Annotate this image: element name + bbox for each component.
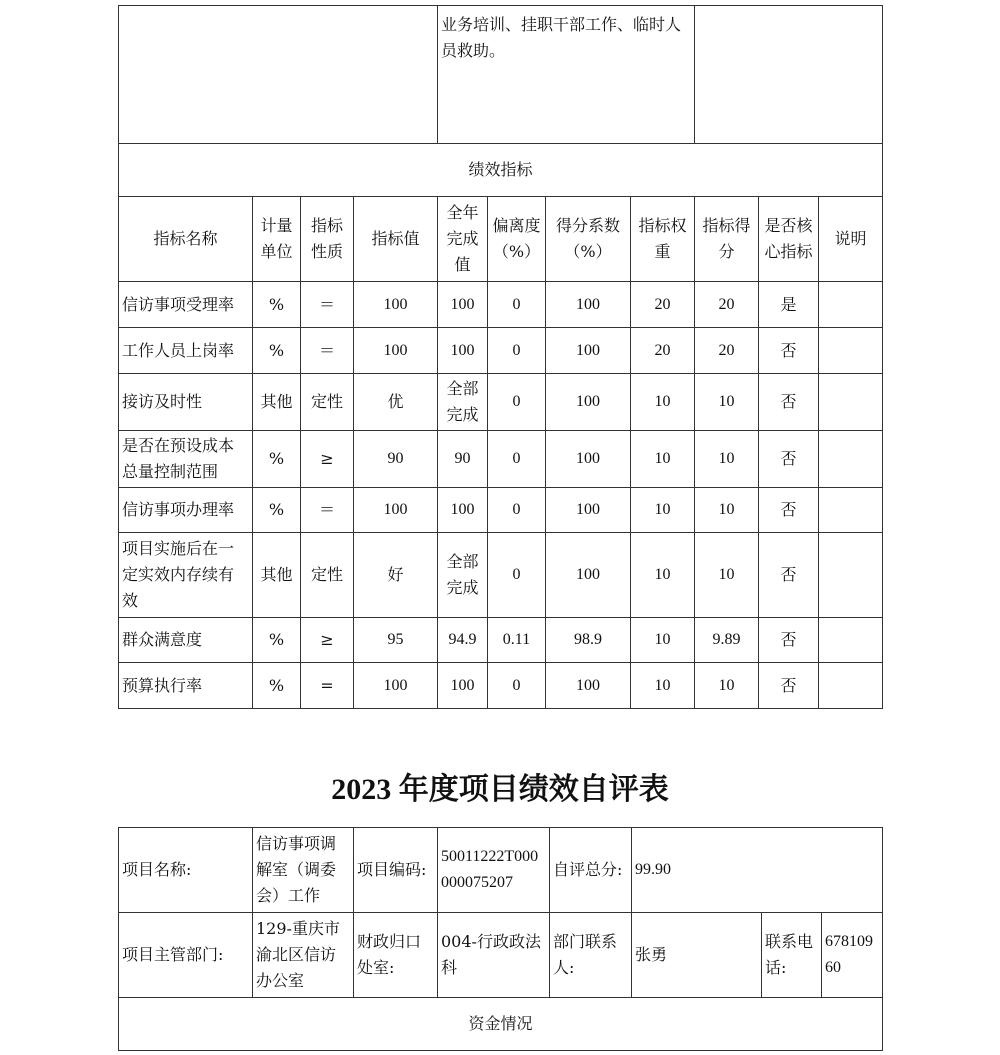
deviation-cell: 0 xyxy=(488,488,546,533)
weight-cell: 10 xyxy=(631,431,695,488)
nature-cell: ≥ xyxy=(301,618,354,663)
nature-cell: 定性 xyxy=(301,533,354,618)
target-cell: 100 xyxy=(354,328,438,374)
weight-cell: 10 xyxy=(631,618,695,663)
actual-cell: 全部完成 xyxy=(438,374,488,431)
coefficient-cell: 100 xyxy=(546,533,631,618)
project-code-label: 项目编码: xyxy=(354,828,438,913)
project-row-2 xyxy=(119,913,883,998)
nature-cell: = xyxy=(301,663,354,709)
core-flag-cell: 否 xyxy=(759,488,819,533)
coefficient-cell: 100 xyxy=(546,431,631,488)
actual-cell: 100 xyxy=(438,663,488,709)
header-cell: 指标名称 xyxy=(119,197,253,282)
deviation-cell: 0 xyxy=(488,533,546,618)
coefficient-cell: 98.9 xyxy=(546,618,631,663)
contact-label: 部门联系人: xyxy=(550,913,632,998)
nature-cell: ＝ xyxy=(301,282,354,328)
core-flag-cell: 否 xyxy=(759,663,819,709)
header-cell: 指标值 xyxy=(354,197,438,282)
unit-cell: % xyxy=(253,282,301,328)
nature-cell: 定性 xyxy=(301,374,354,431)
table-row xyxy=(119,488,883,533)
target-cell: 100 xyxy=(354,282,438,328)
table-row xyxy=(119,618,883,663)
weight-cell: 10 xyxy=(631,533,695,618)
header-cell: 全年完成值 xyxy=(438,197,488,282)
continuation-empty-cell xyxy=(119,6,438,144)
nature-cell: ＝ xyxy=(301,328,354,374)
actual-cell: 94.9 xyxy=(438,618,488,663)
perf-section-title: 绩效指标 xyxy=(119,144,883,197)
nature-cell: ≥ xyxy=(301,431,354,488)
score-label: 自评总分: xyxy=(550,828,632,913)
coefficient-cell: 100 xyxy=(546,663,631,709)
note-cell xyxy=(819,618,883,663)
coefficient-cell: 100 xyxy=(546,328,631,374)
core-flag-cell: 否 xyxy=(759,328,819,374)
header-cell: 指标得分 xyxy=(695,197,759,282)
unit-cell: % xyxy=(253,488,301,533)
note-cell xyxy=(819,431,883,488)
core-flag-cell: 是 xyxy=(759,282,819,328)
table-row xyxy=(119,282,883,328)
unit-cell: % xyxy=(253,431,301,488)
target-cell: 100 xyxy=(354,488,438,533)
actual-cell: 90 xyxy=(438,431,488,488)
deviation-cell: 0 xyxy=(488,663,546,709)
actual-cell: 100 xyxy=(438,488,488,533)
score-cell: 10 xyxy=(695,374,759,431)
phone-value: 67810960 xyxy=(822,913,883,998)
table-row xyxy=(119,663,883,709)
header-cell: 指标权重 xyxy=(631,197,695,282)
header-cell: 得分系数（%） xyxy=(546,197,631,282)
core-flag-cell: 否 xyxy=(759,431,819,488)
score-cell: 10 xyxy=(695,431,759,488)
deviation-cell: 0 xyxy=(488,374,546,431)
indicator-name: 工作人员上岗率 xyxy=(119,328,253,374)
project-code-value: 50011222T000000075207 xyxy=(438,828,550,913)
table-row xyxy=(119,374,883,431)
score-cell: 20 xyxy=(695,282,759,328)
deviation-cell: 0 xyxy=(488,282,546,328)
weight-cell: 20 xyxy=(631,328,695,374)
target-cell: 90 xyxy=(354,431,438,488)
score-value: 99.90 xyxy=(632,828,883,913)
indicator-name: 项目实施后在一定实效内存续有效 xyxy=(119,533,253,618)
target-cell: 100 xyxy=(354,663,438,709)
indicator-name: 信访事项办理率 xyxy=(119,488,253,533)
actual-cell: 100 xyxy=(438,282,488,328)
note-cell xyxy=(819,374,883,431)
weight-cell: 10 xyxy=(631,488,695,533)
finance-value: 004-行政政法科 xyxy=(438,913,550,998)
indicator-name: 是否在预设成本总量控制范围 xyxy=(119,431,253,488)
indicator-name: 群众满意度 xyxy=(119,618,253,663)
note-cell xyxy=(819,328,883,374)
core-flag-cell: 否 xyxy=(759,533,819,618)
target-cell: 优 xyxy=(354,374,438,431)
header-cell: 偏离度（%） xyxy=(488,197,546,282)
project-name-value: 信访事项调解室（调委会）工作 xyxy=(253,828,354,913)
score-cell: 10 xyxy=(695,488,759,533)
header-cell: 计量单位 xyxy=(253,197,301,282)
deviation-cell: 0.11 xyxy=(488,618,546,663)
weight-cell: 10 xyxy=(631,663,695,709)
coefficient-cell: 100 xyxy=(546,282,631,328)
actual-cell: 全部完成 xyxy=(438,533,488,618)
unit-cell: % xyxy=(253,328,301,374)
header-cell: 是否核心指标 xyxy=(759,197,819,282)
unit-cell: 其他 xyxy=(253,374,301,431)
continuation-row xyxy=(119,6,883,144)
weight-cell: 20 xyxy=(631,282,695,328)
table-row xyxy=(119,431,883,488)
nature-cell: ＝ xyxy=(301,488,354,533)
continuation-text: 业务培训、挂职干部工作、临时人员救助。 xyxy=(441,15,682,60)
dept-label: 项目主管部门: xyxy=(119,913,253,998)
funds-section-title: 资金情况 xyxy=(119,998,883,1051)
deviation-cell: 0 xyxy=(488,328,546,374)
indicator-name: 预算执行率 xyxy=(119,663,253,709)
note-cell xyxy=(819,663,883,709)
project-row-1 xyxy=(119,828,883,913)
table-row xyxy=(119,328,883,374)
score-cell: 9.89 xyxy=(695,618,759,663)
note-cell xyxy=(819,282,883,328)
contact-value: 张勇 xyxy=(632,913,762,998)
finance-label: 财政归口处室: xyxy=(354,913,438,998)
project-info-table xyxy=(118,827,883,1051)
weight-cell: 10 xyxy=(631,374,695,431)
continuation-text-cell xyxy=(438,6,695,144)
unit-cell: % xyxy=(253,618,301,663)
table-row xyxy=(119,533,883,618)
score-cell: 10 xyxy=(695,663,759,709)
dept-value: 129-重庆市渝北区信访办公室 xyxy=(253,913,354,998)
target-cell: 好 xyxy=(354,533,438,618)
actual-cell: 100 xyxy=(438,328,488,374)
unit-cell: % xyxy=(253,663,301,709)
header-cell: 说明 xyxy=(819,197,883,282)
coefficient-cell: 100 xyxy=(546,374,631,431)
indicator-name: 信访事项受理率 xyxy=(119,282,253,328)
score-cell: 10 xyxy=(695,533,759,618)
form-title: 2023 年度项目绩效自评表 xyxy=(331,773,669,806)
unit-cell: 其他 xyxy=(253,533,301,618)
header-cell: 指标性质 xyxy=(301,197,354,282)
continuation-empty-cell-right xyxy=(695,6,883,144)
note-cell xyxy=(819,488,883,533)
core-flag-cell: 否 xyxy=(759,618,819,663)
target-cell: 95 xyxy=(354,618,438,663)
indicator-name: 接访及时性 xyxy=(119,374,253,431)
phone-label: 联系电话: xyxy=(762,913,822,998)
deviation-cell: 0 xyxy=(488,431,546,488)
coefficient-cell: 100 xyxy=(546,488,631,533)
performance-indicators-table xyxy=(118,5,883,709)
perf-header-row xyxy=(119,197,883,282)
score-cell: 20 xyxy=(695,328,759,374)
note-cell xyxy=(819,533,883,618)
core-flag-cell: 否 xyxy=(759,374,819,431)
project-name-label: 项目名称: xyxy=(119,828,253,913)
